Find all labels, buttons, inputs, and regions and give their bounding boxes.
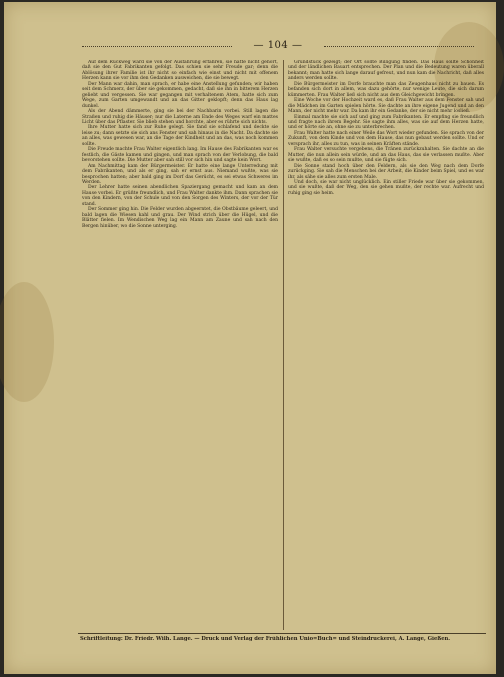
paragraph: Die Sonne stand hoch über den Feldern, als sie den Weg nach dem Dorfe zurückging. Sie sah die Menschen bei der Arbeit, die Kinder beim Spiel, und es war ihr, als sähe sie alles zum ersten Male.: [288, 163, 484, 180]
page-number: — 104 —: [253, 40, 303, 51]
header-rule-right: [324, 46, 474, 47]
paragraph: Als der Abend dämmerte, ging sie bei der Nachbarin vorbei. Still lagen die Straßen und ruhig die Häuser; nur die Laterne am Ende des Weges warf ein mattes Licht über das Pflaster. Sie blieb stehen und horchte, aber es rührte sich nichts.: [82, 109, 278, 125]
column-divider: [283, 60, 284, 630]
paragraph: Einmal machte sie sich auf und ging zum Fabrikanten. Er empfing sie freundlich und fragte nach ihrem Begehr. Sie sagte ihm alles, was sie auf dem Herzen hatte, und er hörte sie an, ohne sie zu unterbrechen.: [288, 114, 484, 131]
paragraph: Frau Walter versuchte vergebens, die Tränen zurückzuhalten. Sie dachte an die Mutter, die nun allein sein würde, und an das Haus, das sie verlassen mußte. Aber sie wußte, daß es so sein mußte, und sie fügte sich.: [288, 147, 484, 164]
page-header: [82, 40, 474, 54]
paragraph: Ihre Mutter hatte sich zur Ruhe gelegt. Sie fand sie schlafend und deckte sie leise zu; dann setzte sie sich ans Fenster und sah hinaus in die Nacht. Da dachte sie an alles, was gewesen war, an die Tage der Kindheit und an das, was noch kommen sollte.: [82, 125, 278, 147]
left-column: [82, 60, 278, 630]
paragraph: Frau Walter hatte nach einer Weile das Wort wieder gefunden. Sie sprach von der Zukunft, von dem Kinde und von dem Hause, das nun gebaut werden sollte. Und er versprach ihr, alles zu tun, was in seinen Kräften stände.: [288, 130, 484, 147]
paragraph: Eine Woche vor der Hochzeit ward es, daß Frau Walter aus dem Fenster sah und die Mädchen im Garten spielen hörte. Sie dachte an ihre eigene Jugend und an den Mann, der nicht mehr war. Da kam ihr ein Gedanke, der sie nicht mehr losließ.: [288, 98, 484, 115]
newspaper-page: [4, 2, 496, 674]
paragraph: Der Lehrer hatte seinen abendlichen Spaziergang gemacht und kam an dem Hause vorbei. Er grüßte freundlich, und Frau Walter dankte ihm. Dann sprachen sie von den Kindern, von der Schule und von den Sorgen des Winters, der vor der Tür stand.: [82, 185, 278, 207]
footer-rule: [78, 633, 486, 634]
paragraph: Und doch, sie war nicht unglücklich. Ein stiller Friede war über sie gekommen, und sie wußte, daß der Weg, den sie gehen mußte, der rechte war. Aufrecht und ruhig ging sie heim.: [288, 179, 484, 196]
paragraph: Auf dem Rückweg ward sie von der Ausfahrung erfahren, sie hatte nicht gehört, daß sie den Gut Fabrikanten gefolgt. Das schien sie sehr Freude gar; denn die Ablösung ihrer Familie ist ihr nicht so einfach wie einst und nicht mit offenem Herzen kann sie vor ihm den Gedanken ausweichen, die sie bewegt.: [82, 60, 278, 82]
paragraph: Am Nachmittag kam der Bürgermeister. Er hatte eine lange Unterredung mit dem Fabrikanten, und als er ging, sah er ernst aus. Niemand wußte, was sie besprochen hatten; aber bald ging im Dorf das Gerücht, es sei etwas Schweres im Werden.: [82, 163, 278, 185]
paragraph: Der Mann war dahin, man sprach, er habe eine Anstellung gefunden; wir haben seit dem Schmerz, der über sie gekommen, gedacht, daß sie ihn in bitterem Herzen geliebt und vergessen. Sie war gegangen mit verhaltenem Atem, hatte sich zum Wege, zum Garten umgewandt und an das Gitter geklopft; denn das Haus lag dunkel.: [82, 81, 278, 109]
header-rule-left: [82, 46, 232, 47]
paragraph: Die Bürgermeister im Dorfe brauchte man das Zeugenhaus nicht zu bauen. Es befanden sich dort in allem, was dazu gehörte, nur wenige Leute, die sich darum kümmerten. Frau Walter ließ sich nicht aus dem Gleichgewicht bringen.: [288, 81, 484, 98]
paragraph: Grundstück gezeigt; der Ort sollte Billigung finden. Das Haus sollte Schönheit und der ländlichen Bauart entsprechen. Der Plan und die Bedeutung waren überall bekannt; man hatte sich lange darauf gefreut, und nun kam die Nachricht, daß alles anders werden sollte.: [288, 60, 484, 82]
paragraph: Der Sommer ging hin. Die Felder wurden abgeerntet, die Obstbäume geleert, und bald lagen die Wiesen kahl und grau. Der Wind strich über die Hügel, und die Blätter fielen. Im Wendischen Weg lag ein Mann am Zaune und sah nach den Bergen hinüber, wo die Sonne unterging.: [82, 207, 278, 229]
imprint: Schriftleitung: Dr. Friedr. Wilh. Lange. — Druck und Verlag der Frühlichen Unio=Buch= und Steindruckerei, A. Lange, Gießen.: [80, 636, 451, 642]
paper-stain: [0, 282, 54, 402]
right-column: [288, 60, 484, 630]
paragraph: Die Freude machte Frau Walter eigentlich lang. Im Hause des Fabrikanten war es festlich, die Gäste kamen und gingen, und man sprach von der Verlobung, die bald bevorstehen sollte. Die Mutter aber sah still vor sich hin und sagte kein Wort.: [82, 147, 278, 164]
